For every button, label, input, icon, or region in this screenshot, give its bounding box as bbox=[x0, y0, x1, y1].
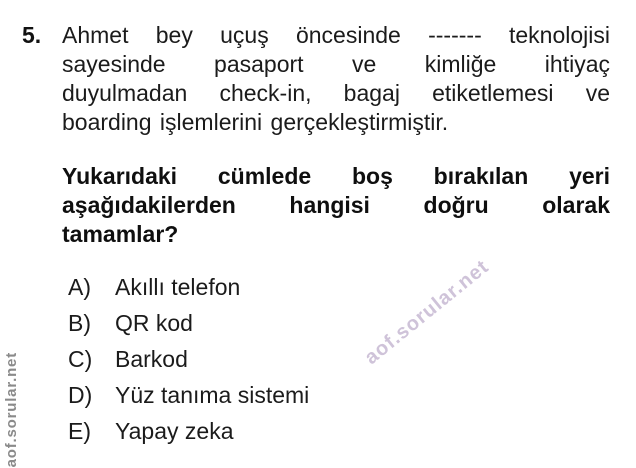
option-b-letter: B) bbox=[68, 310, 91, 336]
option-d-text: Yüz tanıma sistemi bbox=[115, 382, 310, 408]
option-d-letter: D) bbox=[68, 382, 93, 408]
option-e-letter: E) bbox=[68, 418, 91, 444]
option-b[interactable] bbox=[62, 307, 610, 343]
question-prompt bbox=[62, 162, 610, 249]
option-a-text: Akıllı telefon bbox=[115, 274, 241, 300]
question-prompt-line: aşağıdakilerden hangisi doğru olarak bbox=[62, 192, 610, 218]
option-e[interactable] bbox=[62, 415, 610, 451]
option-c-letter: C) bbox=[68, 346, 93, 372]
question-prompt-line: Yukarıdaki cümlede boş bırakılan yeri bbox=[62, 163, 610, 189]
watermark-vertical: aof.sorular.net bbox=[3, 351, 20, 467]
question-text-line: duyulmadan check-in, bagaj etiketlemesi ve bbox=[62, 80, 610, 106]
option-a-letter: A) bbox=[68, 274, 91, 300]
question-text-line: sayesinde pasaport ve kimliğe ihtiyaç bbox=[62, 51, 610, 77]
question-body bbox=[62, 21, 610, 451]
options-list bbox=[62, 271, 610, 451]
option-a[interactable] bbox=[62, 271, 610, 307]
question-prompt-line: tamamlar? bbox=[62, 221, 179, 247]
option-c-text: Barkod bbox=[115, 346, 188, 372]
question-text-line: Ahmet bey uçuş öncesinde ------- teknolojisi bbox=[62, 22, 610, 48]
option-e-text: Yapay zeka bbox=[115, 418, 234, 444]
question-number: 5. bbox=[22, 22, 42, 48]
option-d[interactable] bbox=[62, 379, 610, 415]
option-c[interactable] bbox=[62, 343, 610, 379]
watermark-diagonal: aof.sorular.net bbox=[360, 255, 494, 370]
question-text bbox=[62, 21, 610, 137]
option-b-text: QR kod bbox=[115, 310, 193, 336]
question-text-line: boarding işlemlerini gerçekleştirmiştir. bbox=[62, 109, 449, 135]
